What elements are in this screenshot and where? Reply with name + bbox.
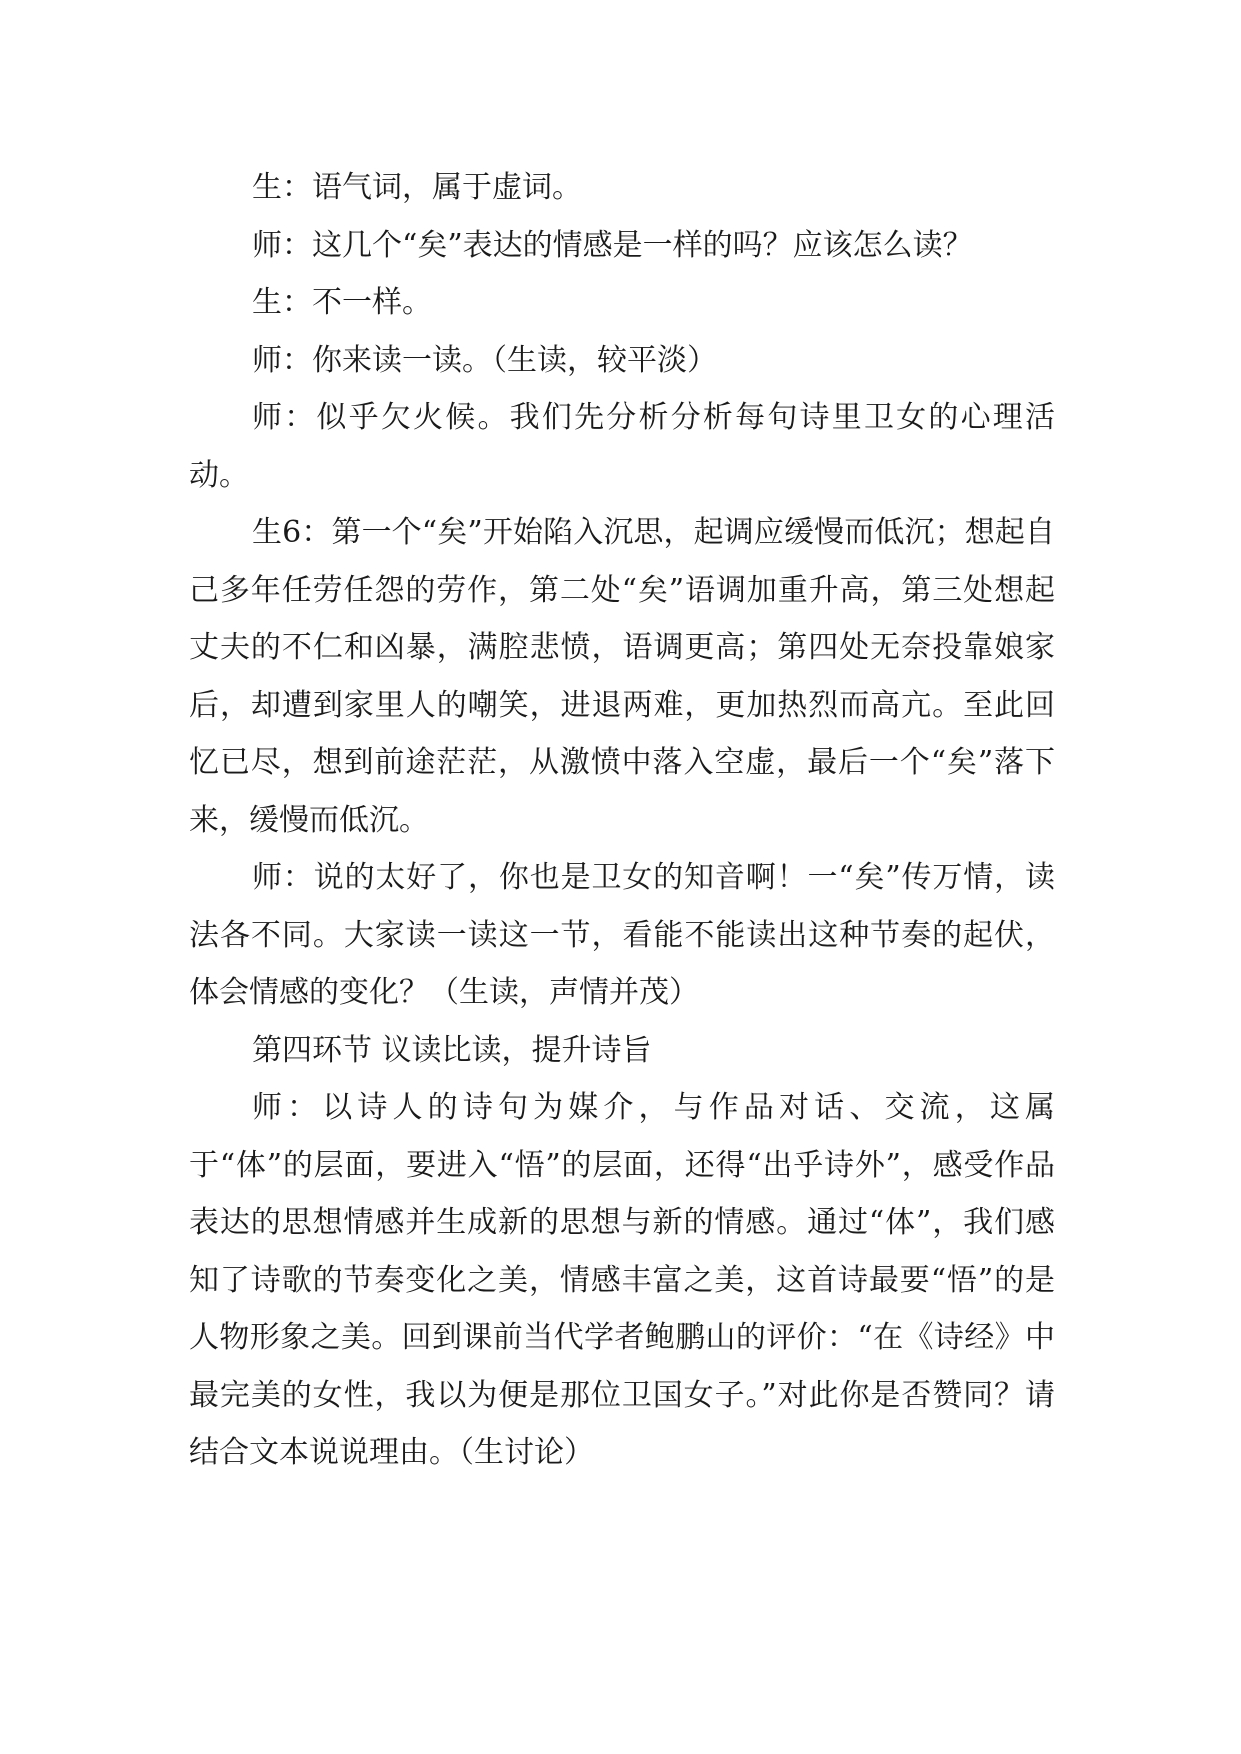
paragraph-student6-analysis: 生6：第一个“矣”开始陷入沉思，起调应缓慢而低沉；想起自己多年任劳任怨的劳作，第二处“矣”语调加重升高，第三处想起丈夫的不仁和凶暴，满腔悲愤，语调更高；第四处无奈投靠娘家后，却遭到家里人的嘲笑，进退两难，更加热烈而高亢。至此回忆已尽，想到前途茫茫，从激愤中落入空虚，最后一个“矣”落下来，缓慢而低沉。 [189, 515, 1055, 838]
paragraph-teacher-read-aloud: 师：你来读一读。（生读，较平淡） [252, 342, 717, 378]
paragraph-teacher-analyze: 师：似乎欠火候。我们先分析分析每句诗里卫女的心理活动。 [189, 400, 1055, 493]
paragraph-teacher-question-emotion: 师：这几个“矣”表达的情感是一样的吗？应该怎么读？ [252, 227, 973, 263]
paragraph-teacher-praise: 师：说的太好了，你也是卫女的知音啊！一“矣”传万情，读法各不同。大家读一读这一节，看能不能读出这种节奏的起伏，体会情感的变化？（生读，声情并茂） [189, 860, 1055, 1010]
paragraph-student-answer-particle: 生：语气词，属于虚词。 [252, 170, 582, 205]
lesson-transcript [189, 159, 1055, 1482]
paragraph-teacher-discussion: 师：以诗人的诗句为媒介，与作品对话、交流，这属于“体”的层面，要进入“悟”的层面，还得“出乎诗外”，感受作品表达的思想情感并生成新的思想与新的情感。通过“体”，我们感知了诗歌的节奏变化之美，情感丰富之美，这首诗最要“悟”的是人物形象之美。回到课前当代学者鲍鹏山的评价：“在《诗经》中最完美的女性，我以为便是那位卫国女子。”对此你是否赞同？请结合文本说说理由。（生讨论） [189, 1090, 1055, 1470]
section-heading-part-four: 第四环节 议读比读，提升诗旨 [252, 1032, 652, 1068]
paragraph-student-not-same: 生：不一样。 [252, 285, 432, 320]
